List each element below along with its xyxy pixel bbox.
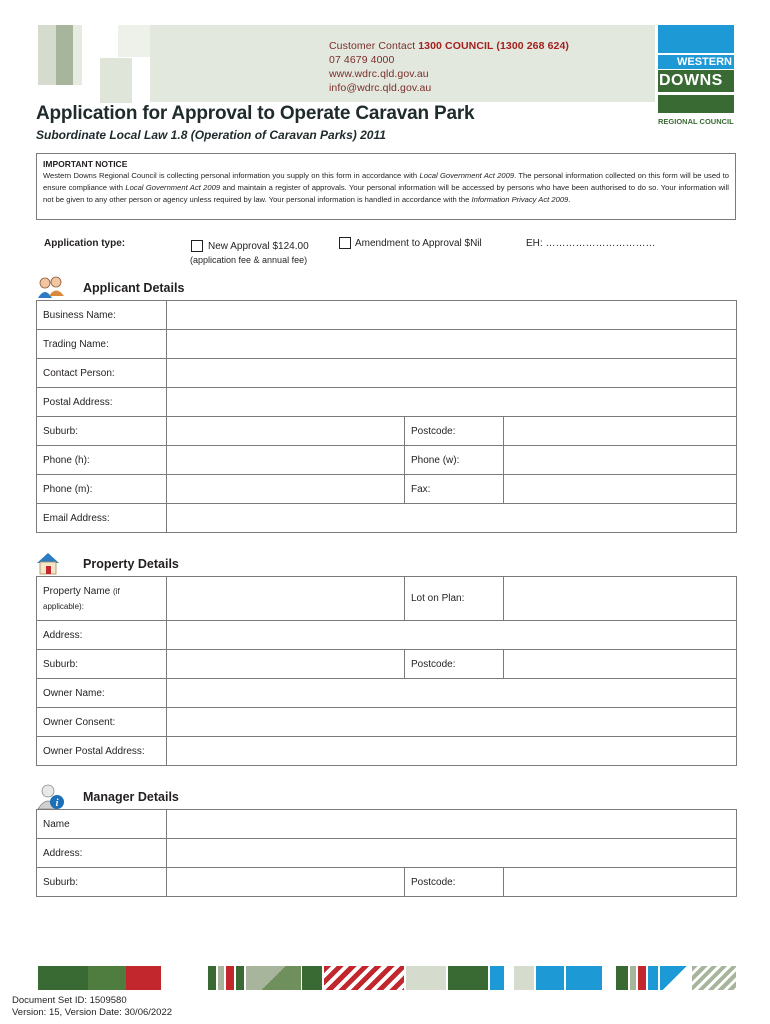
- svg-text:i: i: [55, 798, 59, 809]
- suburb-field[interactable]: [167, 417, 405, 446]
- fax-label: Fax:: [405, 475, 504, 504]
- manager-section-title: Manager Details: [83, 790, 179, 804]
- manager-table: [36, 809, 737, 897]
- property-name-label: Property Name (if applicable):: [37, 577, 167, 621]
- phone-m-label: Phone (m):: [37, 475, 167, 504]
- application-type-label: Application type:: [44, 238, 126, 249]
- table-row: [37, 301, 737, 330]
- table-row: [37, 577, 737, 621]
- phone-w-field[interactable]: [504, 446, 737, 475]
- table-row: [37, 679, 737, 708]
- applicant-table: [36, 300, 737, 533]
- manager-postcode-field[interactable]: [504, 868, 737, 897]
- trading-name-field[interactable]: [167, 330, 737, 359]
- table-row: [37, 810, 737, 839]
- contact-phone: 07 4679 4000: [329, 54, 395, 66]
- contact-line: Customer Contact 1300 COUNCIL (1300 268 624): [329, 40, 569, 52]
- property-postcode-field[interactable]: [504, 650, 737, 679]
- email-field[interactable]: [167, 504, 737, 533]
- table-row: [37, 446, 737, 475]
- trading-name-label: Trading Name:: [37, 330, 167, 359]
- table-row: [37, 708, 737, 737]
- eh-field[interactable]: EH: ……………………………: [526, 238, 656, 249]
- property-postcode-label: Postcode:: [405, 650, 504, 679]
- contact-website[interactable]: www.wdrc.qld.gov.au: [329, 68, 429, 80]
- business-name-field[interactable]: [167, 301, 737, 330]
- manager-suburb-label: Suburb:: [37, 868, 167, 897]
- table-row: [37, 621, 737, 650]
- property-section-title: Property Details: [83, 557, 179, 571]
- contact-person-field[interactable]: [167, 359, 737, 388]
- business-name-label: Business Name:: [37, 301, 167, 330]
- fax-field[interactable]: [504, 475, 737, 504]
- logo-western: WESTERN: [658, 55, 734, 69]
- manager-address-label: Address:: [37, 839, 167, 868]
- table-row: [37, 417, 737, 446]
- page-title: Application for Approval to Operate Caravan Park: [36, 103, 475, 124]
- postcode-label: Postcode:: [405, 417, 504, 446]
- new-approval-label: New Approval $124.00: [208, 241, 309, 252]
- contact-person-label: Contact Person:: [37, 359, 167, 388]
- new-approval-note: (application fee & annual fee): [190, 255, 308, 265]
- lot-on-plan-label: Lot on Plan:: [405, 577, 504, 621]
- logo-regional-council: REGIONAL COUNCIL: [658, 117, 734, 126]
- lot-on-plan-field[interactable]: [504, 577, 737, 621]
- owner-name-label: Owner Name:: [37, 679, 167, 708]
- property-suburb-field[interactable]: [167, 650, 405, 679]
- amendment-label: Amendment to Approval $Nil: [355, 238, 482, 249]
- document-version: Version: 15, Version Date: 30/06/2022: [12, 1007, 173, 1018]
- important-notice: [36, 153, 736, 220]
- owner-consent-field[interactable]: [167, 708, 737, 737]
- postcode-field[interactable]: [504, 417, 737, 446]
- table-row: [37, 388, 737, 417]
- council-logo: [658, 25, 738, 125]
- owner-postal-field[interactable]: [167, 737, 737, 766]
- owner-name-field[interactable]: [167, 679, 737, 708]
- property-table: [36, 576, 737, 766]
- property-address-label: Address:: [37, 621, 167, 650]
- manager-name-label: Name: [37, 810, 167, 839]
- amendment-checkbox[interactable]: [339, 237, 351, 249]
- phone-h-label: Phone (h):: [37, 446, 167, 475]
- notice-body: Western Downs Regional Council is collecting personal information you supply on this form in accordance with Local Government Act 2009. The personal information collected on this form will be used to ensure compliance with Local Government Act 2009 and maintain a register of approvals. Your personal information will be accessed by persons who have been authorised to do so. Your information will not be given to any other person or agency unless required by law. Your personal information is handled in accordance with the Information Privacy Act 2009.: [43, 171, 729, 204]
- phone-w-label: Phone (w):: [405, 446, 504, 475]
- logo-downs: DOWNS: [658, 70, 734, 92]
- postal-address-label: Postal Address:: [37, 388, 167, 417]
- notice-heading: IMPORTANT NOTICE: [43, 159, 128, 169]
- manager-suburb-field[interactable]: [167, 868, 405, 897]
- contact-email[interactable]: info@wdrc.qld.gov.au: [329, 82, 432, 94]
- table-row: [37, 650, 737, 679]
- property-suburb-label: Suburb:: [37, 650, 167, 679]
- property-name-field[interactable]: [167, 577, 405, 621]
- table-row: [37, 330, 737, 359]
- manager-name-field[interactable]: [167, 810, 737, 839]
- table-row: [37, 868, 737, 897]
- table-row: [37, 359, 737, 388]
- manager-address-field[interactable]: [167, 839, 737, 868]
- table-row: [37, 839, 737, 868]
- postal-address-field[interactable]: [167, 388, 737, 417]
- table-row: [37, 504, 737, 533]
- owner-consent-label: Owner Consent:: [37, 708, 167, 737]
- new-approval-checkbox[interactable]: [191, 240, 203, 252]
- phone-m-field[interactable]: [167, 475, 405, 504]
- manager-postcode-label: Postcode:: [405, 868, 504, 897]
- table-row: [37, 475, 737, 504]
- phone-h-field[interactable]: [167, 446, 405, 475]
- table-row: [37, 737, 737, 766]
- document-id: Document Set ID: 1509580: [12, 995, 127, 1006]
- page-subtitle: Subordinate Local Law 1.8 (Operation of Caravan Parks) 2011: [36, 128, 386, 142]
- suburb-label: Suburb:: [37, 417, 167, 446]
- email-label: Email Address:: [37, 504, 167, 533]
- applicant-section-title: Applicant Details: [83, 281, 185, 295]
- owner-postal-label: Owner Postal Address:: [37, 737, 167, 766]
- property-address-field[interactable]: [167, 621, 737, 650]
